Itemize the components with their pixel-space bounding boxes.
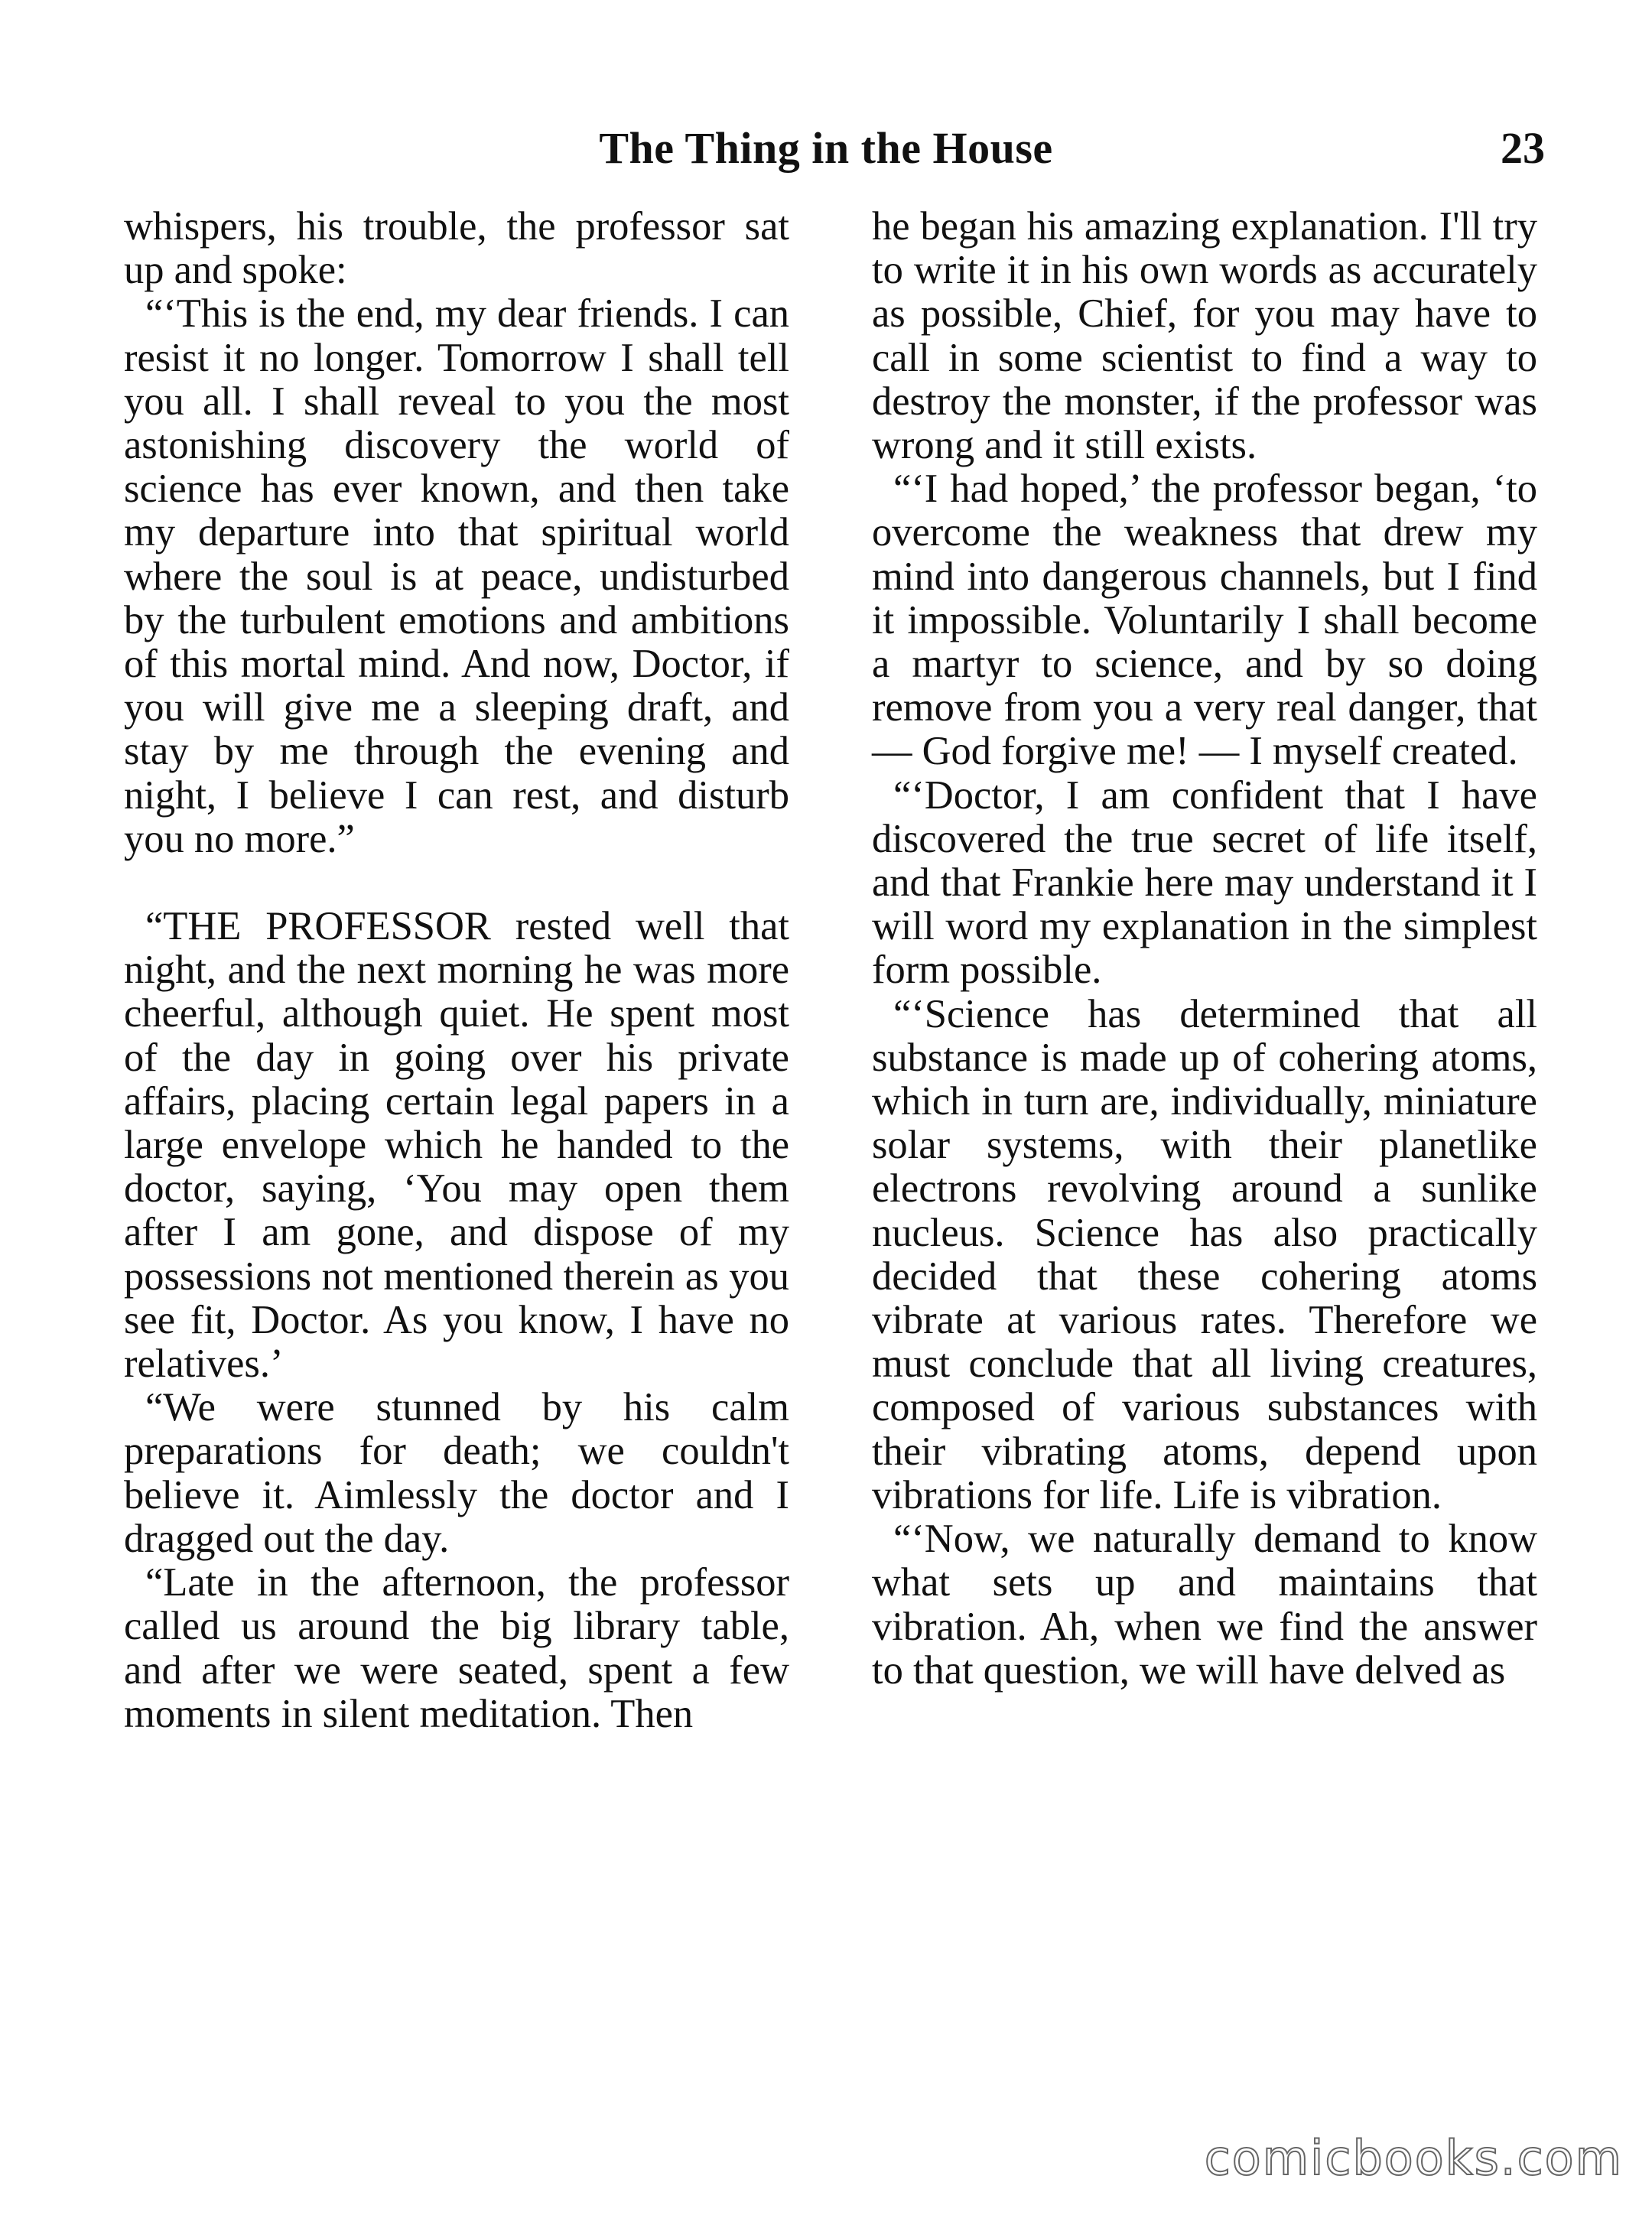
right-column xyxy=(872,205,1537,1693)
paragraph: “‘Doctor, I am confident that I have discovered the true secret of life itself, and that Frankie here may understand it I will word my explanation in the simplest form possible. xyxy=(872,772,1537,993)
paragraph: he began his amazing explanation. I'll try to write it in his own words as accurately as possible, Chief, for you may have to call in some scientist to find a way to destroy the monster, if the professor was wrong and it still exists. xyxy=(872,204,1537,468)
paragraph: “‘Now, we naturally demand to know what sets up and maintains that vibration. Ah, when we find the answer to that question, we will have delved as xyxy=(872,1517,1537,1693)
running-head xyxy=(0,122,1652,184)
paragraph: “We were stunned by his calm preparations for death; we couldn't believe it. Aimlessly the doctor and I dragged out the day. xyxy=(124,1385,789,1561)
page-number: 23 xyxy=(1501,123,1545,173)
paragraph: “THE PROFESSOR rested well that night, and the next morning he was more cheerful, although quiet. He spent most of the day in going over his private affairs, placing certain legal papers in a large envelope which he handed to the doctor, saying, ‘You may open them after I am gone, and dispose of my possessions not mentioned therein as you see fit, Doctor. As you know, I have no relatives.’ xyxy=(124,904,789,1387)
watermark: comicbooks.com xyxy=(1204,2130,1623,2186)
paragraph: “‘This is the end, my dear friends. I can resist it no longer. Tomorrow I shall tell you all. I shall reveal to you the most astonishing discovery the world of science has ever known, and then take my departure into that spiritual world where the soul is at peace, undisturbed by the turbulent emotions and ambitions of this mortal mind. And now, Doctor, if you will give me a sleeping draft, and stay by me through the evening and night, I believe I can rest, and disturb you no more.” xyxy=(124,291,789,861)
left-column xyxy=(124,205,789,1736)
paragraph: “‘Science has determined that all substance is made up of cohering atoms, which in turn are, individually, miniature solar systems, with their planetlike electrons revolving around a sunlike nucleus. Science has also practically decided that these cohering atoms vibrate at various rates. Therefore we must conclude that all living creatures, composed of various substances with their vibrating atoms, depend upon vibrations for life. Life is vibration. xyxy=(872,991,1537,1517)
paragraph: “Late in the afternoon, the professor called us around the big library table, and after we were seated, spent a few moments in silent meditation. Then xyxy=(124,1560,789,1736)
running-title: The Thing in the House xyxy=(599,123,1053,173)
paragraph: “‘I had hoped,’ the professor began, ‘to overcome the weakness that drew my mind into dangerous channels, but I find it impossible. Voluntarily I shall become a martyr to science, and by so doing remove from you a very real danger, that — God forgive me! — I myself created. xyxy=(872,467,1537,774)
paragraph: whispers, his trouble, the professor sat up and spoke: xyxy=(124,204,789,293)
